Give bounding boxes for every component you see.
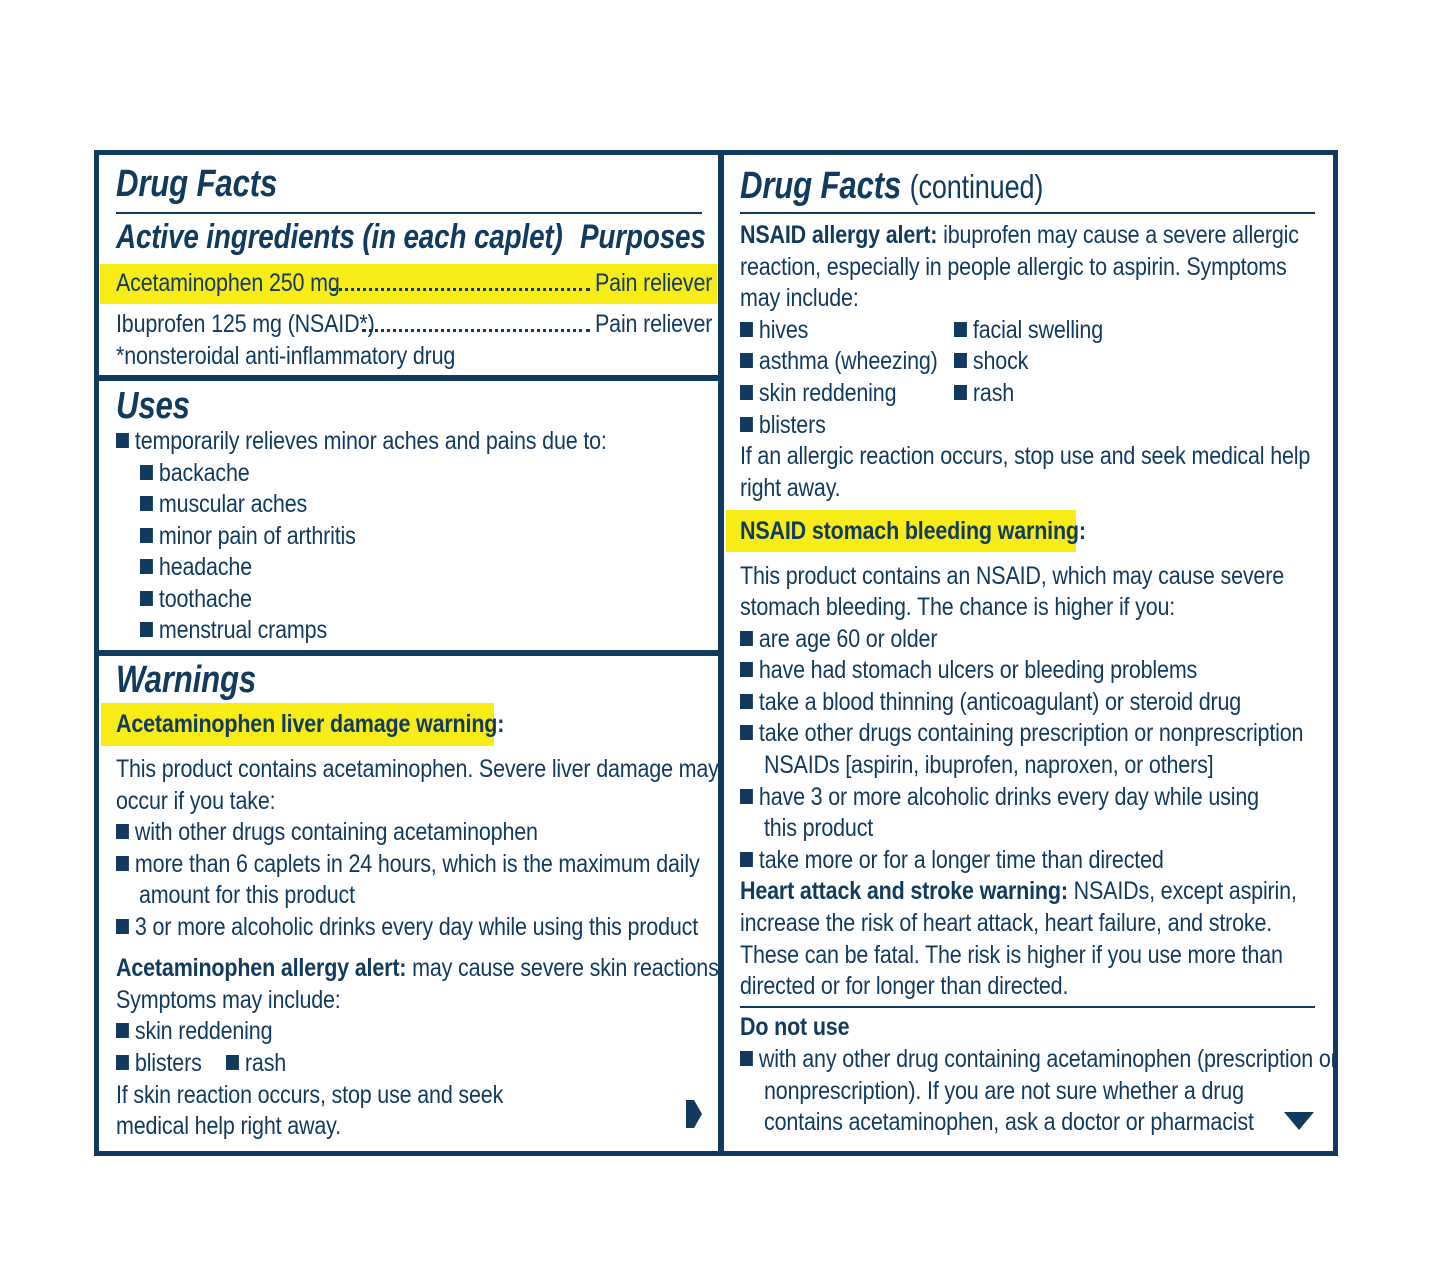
active-ingredients-heading: Active ingredients (in each caplet) <box>116 218 563 256</box>
bullet-icon <box>116 856 129 871</box>
list-item: facial swelling <box>954 315 1103 345</box>
list-item: hives <box>740 315 808 345</box>
list-item: skin reddening <box>740 378 896 408</box>
bullet-icon <box>226 1055 239 1070</box>
list-item: with any other drug containing acetaminophen (prescription or <box>740 1044 1338 1074</box>
heart-text: These can be fatal. The risk is higher if you use more than <box>740 941 1283 969</box>
arrow-down-icon <box>1282 1110 1316 1132</box>
list-item: have 3 or more alcoholic drinks every day while using <box>740 782 1259 812</box>
section-divider <box>99 375 719 381</box>
uses-intro: temporarily relieves minor aches and pains due to: <box>116 426 607 456</box>
leader-dots <box>362 326 590 332</box>
nsaid-allergy-text: may include: <box>740 284 859 312</box>
list-item: shock <box>954 346 1028 376</box>
list-item: 3 or more alcoholic drinks every day while using this product <box>116 912 698 942</box>
bullet-icon <box>740 662 753 677</box>
ingredient-name: Acetaminophen 250 mg <box>116 269 340 297</box>
stomach-text: This product contains an NSAID, which may cause severe <box>740 562 1285 590</box>
do-not-use-heading: Do not use <box>740 1013 850 1041</box>
bullet-icon <box>740 322 753 337</box>
bullet-icon <box>116 824 129 839</box>
list-item: have had stomach ulcers or bleeding problems <box>740 655 1197 685</box>
nsaid-allergy-text: reaction, especially in people allergic to aspirin. Symptoms <box>740 253 1287 281</box>
list-item: minor pain of arthritis <box>140 521 356 551</box>
bullet-icon <box>954 353 967 368</box>
list-item: backache <box>140 458 250 488</box>
arrow-right-icon <box>684 1098 704 1130</box>
bullet-icon <box>140 591 153 606</box>
ingredient-purpose: Pain reliever <box>595 310 713 338</box>
bullet-icon <box>140 559 153 574</box>
footnote: *nonsteroidal anti-inflammatory drug <box>116 342 456 370</box>
list-item: rash <box>226 1048 286 1078</box>
liver-warning-heading: Acetaminophen liver damage warning: <box>116 710 505 738</box>
stomach-warning-heading: NSAID stomach bleeding warning: <box>740 517 1086 545</box>
heart-text: directed or for longer than directed. <box>740 972 1069 1000</box>
title-rule <box>116 212 702 214</box>
heart-text: increase the risk of heart attack, heart failure, and stroke. <box>740 909 1273 937</box>
list-item-continued: this product <box>764 814 874 842</box>
list-item: toothache <box>140 584 252 614</box>
section-rule <box>740 1006 1315 1008</box>
bullet-icon <box>116 1055 129 1070</box>
list-item: headache <box>140 552 252 582</box>
warnings-heading: Warnings <box>116 659 257 701</box>
list-item: asthma (wheezing) <box>740 346 938 376</box>
list-item: blisters <box>740 410 826 440</box>
list-item-continued: NSAIDs [aspirin, ibuprofen, naproxen, or others] <box>764 751 1214 779</box>
bullet-icon <box>140 622 153 637</box>
stomach-text: stomach bleeding. The chance is higher if you: <box>740 593 1176 621</box>
list-item: take more or for a longer time than directed <box>740 845 1164 875</box>
purposes-heading: Purposes <box>580 218 706 256</box>
bullet-icon <box>954 385 967 400</box>
list-item: muscular aches <box>140 489 307 519</box>
list-item-continued: nonprescription). If you are not sure whether a drug <box>764 1077 1244 1105</box>
bullet-icon <box>740 385 753 400</box>
bullet-icon <box>954 322 967 337</box>
list-item-continued: contains acetaminophen, ask a doctor or pharmacist <box>764 1108 1254 1136</box>
bullet-icon <box>116 1023 129 1038</box>
allergy-alert: Acetaminophen allergy alert: may cause severe skin reactions. <box>116 954 725 982</box>
uses-heading: Uses <box>116 385 190 427</box>
bullet-icon <box>140 528 153 543</box>
bullet-icon <box>740 789 753 804</box>
bullet-icon <box>740 852 753 867</box>
list-item: are age 60 or older <box>740 624 937 654</box>
liver-text: This product contains acetaminophen. Severe liver damage may <box>116 755 719 783</box>
bullet-icon <box>740 725 753 740</box>
list-item: take other drugs containing prescription or nonprescription <box>740 718 1303 748</box>
title-rule <box>740 212 1315 214</box>
list-item: menstrual cramps <box>140 615 327 645</box>
skin-text: medical help right away. <box>116 1112 341 1140</box>
ingredient-purpose: Pain reliever <box>595 269 713 297</box>
nsaid-allergy-alert: NSAID allergy alert: ibuprofen may cause a severe allergic <box>740 221 1299 249</box>
bullet-icon <box>740 1051 753 1066</box>
list-item: blisters <box>116 1048 202 1078</box>
section-divider <box>99 650 719 656</box>
bullet-icon <box>740 631 753 646</box>
allergic-text: right away. <box>740 474 841 502</box>
list-item: with other drugs containing acetaminophen <box>116 817 538 847</box>
bullet-icon <box>740 694 753 709</box>
bullet-icon <box>740 417 753 432</box>
bullet-icon <box>140 465 153 480</box>
skin-text: If skin reaction occurs, stop use and seek <box>116 1081 504 1109</box>
bullet-icon <box>140 496 153 511</box>
bullet-icon <box>116 919 129 934</box>
list-item-continued: amount for this product <box>139 881 355 909</box>
list-item: take a blood thinning (anticoagulant) or steroid drug <box>740 687 1241 717</box>
list-item: rash <box>954 378 1014 408</box>
bullet-icon <box>116 433 129 448</box>
list-item: more than 6 caplets in 24 hours, which is the maximum daily <box>116 849 700 879</box>
liver-text: occur if you take: <box>116 787 276 815</box>
bullet-icon <box>740 353 753 368</box>
left-title: Drug Facts <box>116 163 278 205</box>
right-title: Drug Facts (continued) <box>740 165 1044 207</box>
list-item: skin reddening <box>116 1016 272 1046</box>
allergy-text: Symptoms may include: <box>116 986 341 1014</box>
allergic-text: If an allergic reaction occurs, stop use and seek medical help <box>740 442 1311 470</box>
ingredient-name: Ibuprofen 125 mg (NSAID*) <box>116 310 375 338</box>
heart-warning: Heart attack and stroke warning: NSAIDs, except aspirin, <box>740 877 1297 905</box>
leader-dots <box>332 285 590 291</box>
